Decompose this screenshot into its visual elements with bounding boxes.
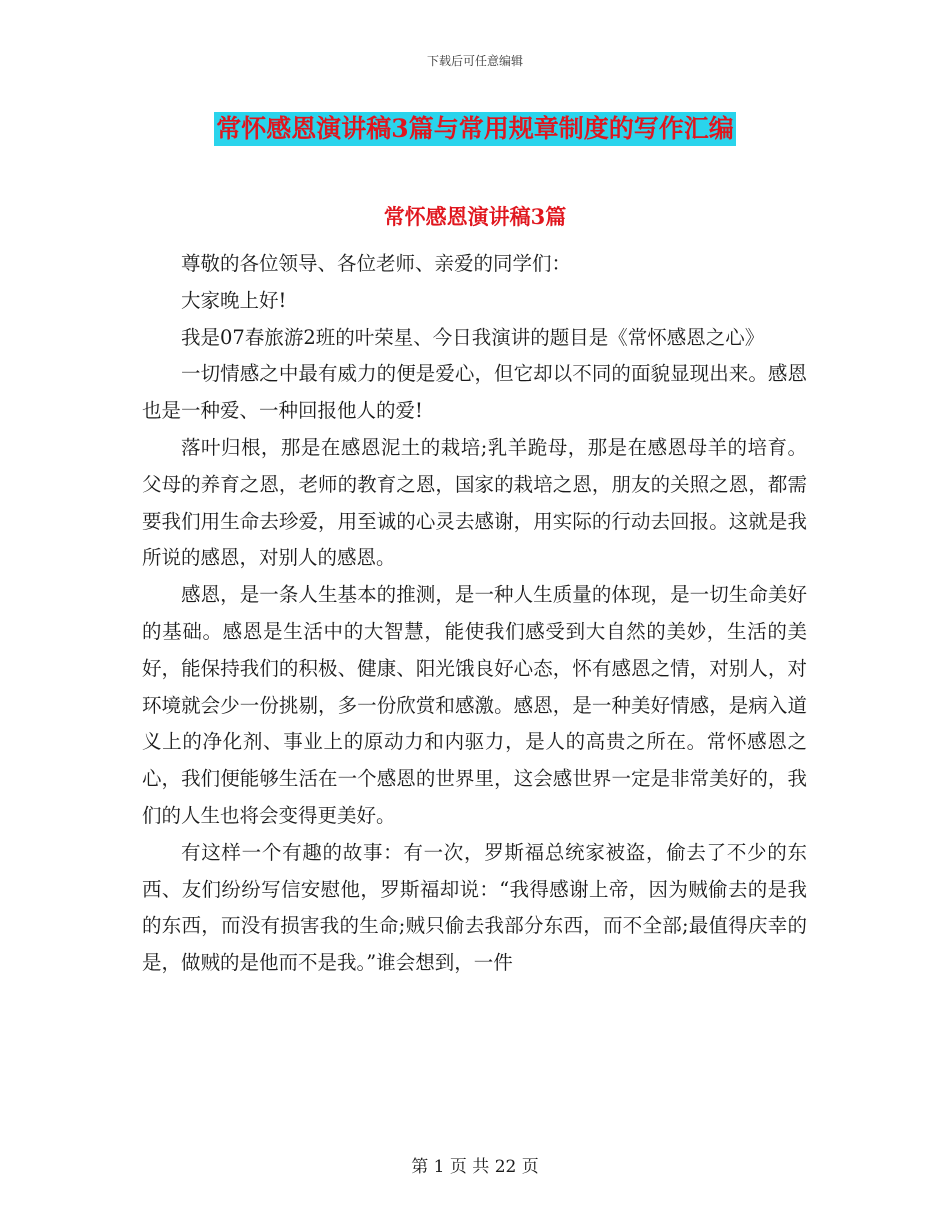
- paragraph-love: 一切情感之中最有威力的便是爱心，但它却以不同的面貌显现出来。感恩也是一种爱、一种回报他人的爱!: [142, 362, 807, 423]
- paragraph-story: 有这样一个有趣的故事：有一次，罗斯福总统家被盗，偷去了不少的东西、友们纷纷写信安慰他，罗斯福却说：“我得感谢上帝，因为贼偷去的是我的东西，而没有损害我的生命;贼只偷去我部分东西，而不全部;最值得庆幸的是，做贼的是他而不是我。”谁会想到，一件: [142, 840, 807, 975]
- paragraph-intro: 我是07春旅游2班的叶荣星、今日我演讲的题目是《常怀感恩之心》: [181, 325, 765, 349]
- section-title: 常怀感恩演讲稿3篇: [383, 204, 567, 229]
- page-number: 第 1 页 共 22 页: [411, 1157, 539, 1177]
- paragraph-greeting: 大家晚上好!: [181, 288, 287, 312]
- document-body: [142, 222, 807, 982]
- main-title-wrapper: [0, 112, 950, 146]
- header-note: 下载后可任意编辑: [426, 54, 523, 68]
- paragraph-gratitude: 感恩，是一条人生基本的推测，是一种人生质量的体现，是一切生命美好的基础。感恩是生活中的大智慧，能使我们感受到大自然的美妙，生活的美好，能保持我们的积极、健康、阳光饿良好心态，怀有感恩之情，对别人，对环境就会少一份挑剔，多一份欣赏和感激。感恩，是一种美好情感，是病入道义上的净化剂、事业上的原动力和内驱力，是人的高贵之所在。常怀感恩之心，我们便能够生活在一个感恩的世界里，这会感世界一定是非常美好的，我们的人生也将会变得更美好。: [142, 583, 807, 827]
- document-title: 常怀感恩演讲稿3篇与常用规章制度的写作汇编: [214, 112, 735, 146]
- paragraph-salutation: 尊敬的各位领导、各位老师、亲爱的同学们：: [181, 252, 572, 275]
- paragraph-roots: 落叶归根，那是在感恩泥土的栽培;乳羊跪母，那是在感恩母羊的培育。父母的养育之恩，老师的教育之恩，国家的栽培之恩，朋友的关照之恩，都需要我们用生命去珍爱，用至诚的心灵去感谢，用实际的行动去回报。这就是我所说的感恩，对别人的感恩。: [142, 435, 807, 570]
